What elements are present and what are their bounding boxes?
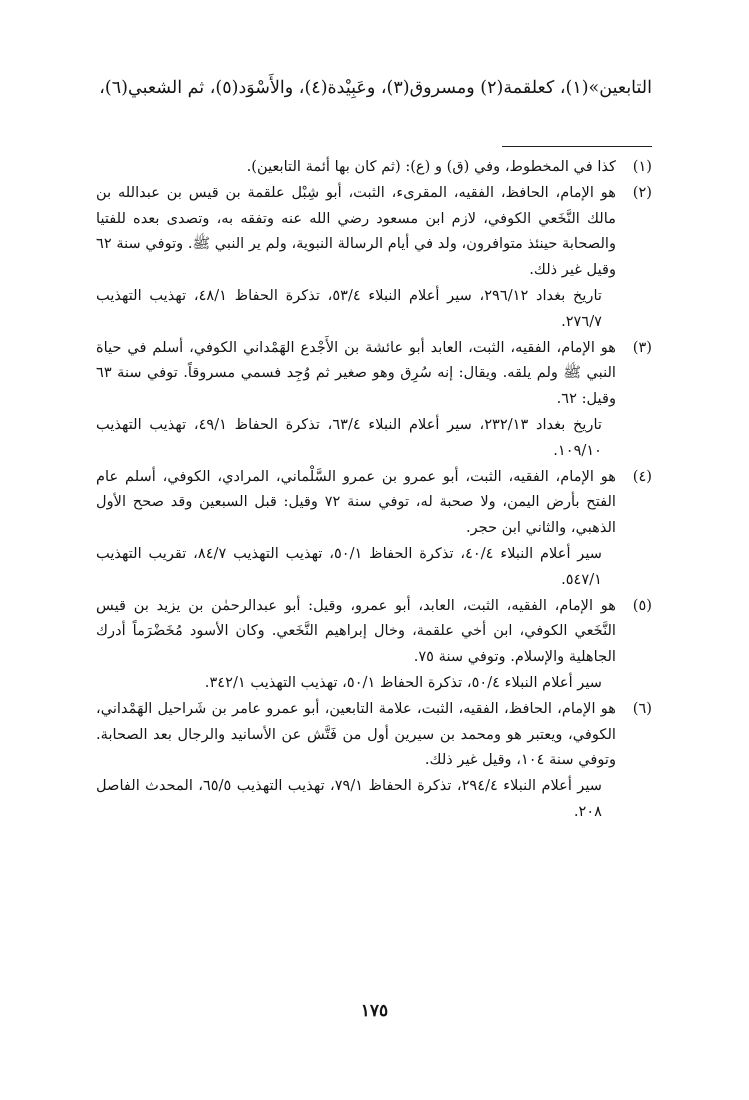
footnote-1 [96,154,652,180]
footnote-4 [96,464,652,593]
footnote-5 [96,593,652,696]
footnote-references: تاريخ بغداد ٢٣٢/١٣، سير أعلام النبلاء ٦٣/٤، تذكرة الحفاظ ٤٩/١، تهذيب التهذيب ١٠٩/١٠. [96,415,602,459]
footnote-number: (٤) [632,467,652,485]
footnote-references: سير أعلام النبلاء ٤٠/٤، تذكرة الحفاظ ٥٠/١، تهذيب التهذيب ٨٤/٧، تقريب التهذيب ٥٤٧/١. [96,544,602,588]
footnote-2 [96,180,652,335]
footnote-body: كذا في المخطوط، وفي (ق) و (ع): (ثم كان بها أئمة التابعين). [246,158,616,175]
footnote-number: (١) [632,158,652,175]
main-text-line: التابعين»(١)، كعلقمة(٢) ومسروق(٣)، وعَبِيْدة(٤)، والأَسْوَد(٥)، ثم الشعبي(٦)، [99,78,652,98]
footnote-divider [502,146,652,147]
footnote-number: (٥) [632,596,652,614]
footnote-body: هو الإمام، الحافظ، الفقيه، الثبت، علامة التابعين، أبو عمرو عامر بن شَراحيل الهَمْداني، الكوفي، ويعتبر هو ومحمد بن سيرين أول من فَتَّش عن الأسانيد والرجال بعد الصحابة. وتوفي سنة ١٠٤، وقيل غير ذلك. [96,699,616,769]
footnote-body: هو الإمام، الحافظ، الفقيه، المقرىء، الثبت، أبو شِبْل علقمة بن قيس بن عبدالله بن مالك النَّخَعي الكوفي، لازم ابن مسعود رضي الله عنه وتفقه به، وتصدى بعده للفتيا والصحابة حينئذ متوافرون، ولد في أيام الرسالة النبوية، ولم ير النبي ﷺ. وتوفي سنة ٦٢ وقيل غير ذلك. [96,183,616,279]
footnote-3 [96,335,652,464]
footnote-body: هو الإمام، الفقيه، الثبت، أبو عمرو بن عمرو السَّلْماني، المرادي، الكوفي، أسلم عام الفتح بأرض اليمن، ولا صحبة له، توفي سنة ٧٢ وقيل: قبل السبعين وقد صحح الأول الذهبي، والثاني ابن حجر. [96,467,616,537]
footnote-number: (٣) [632,338,652,356]
footnote-6 [96,696,652,825]
footnotes-section [96,154,652,825]
footnote-number: (٦) [632,699,652,717]
footnote-references: سير أعلام النبلاء ٥٠/٤، تذكرة الحفاظ ٥٠/١، تهذيب التهذيب ٣٤٢/١. [204,673,602,691]
footnote-references: سير أعلام النبلاء ٢٩٤/٤، تذكرة الحفاظ ٧٩/١، تهذيب التهذيب ٦٥/٥، المحدث الفاصل ٢٠٨. [96,777,602,820]
footnote-number: (٢) [632,183,652,201]
footnote-references: تاريخ بغداد ٢٩٦/١٢، سير أعلام النبلاء ٥٣/٤، تذكرة الحفاظ ٤٨/١، تهذيب التهذيب ٢٧٦/٧. [96,286,602,330]
footnote-body: هو الإمام، الفقيه، الثبت، العابد، أبو عمرو، وقيل: أبو عبدالرحمٰن بن يزيد بن قيس النَّخَعي الكوفي، ابن أخي علقمة، وخال إبراهيم النَّخَعي. وكان الأسود مُخَضْرَماً أدرك الجاهلية والإسلام. وتوفي سنة ٧٥. [96,596,616,666]
footnote-body: هو الإمام، الفقيه، الثبت، العابد أبو عائشة بن الأَجْدع الهَمْداني الكوفي، أسلم في حياة النبي ﷺ ولم يلقه. ويقال: إنه سُرِق وهو صغير ثم وُجِد فسمي مسروقاً. توفي سنة ٦٣ وقيل: ٦٢. [96,338,616,408]
page-number: ١٧٥ [360,1001,389,1021]
